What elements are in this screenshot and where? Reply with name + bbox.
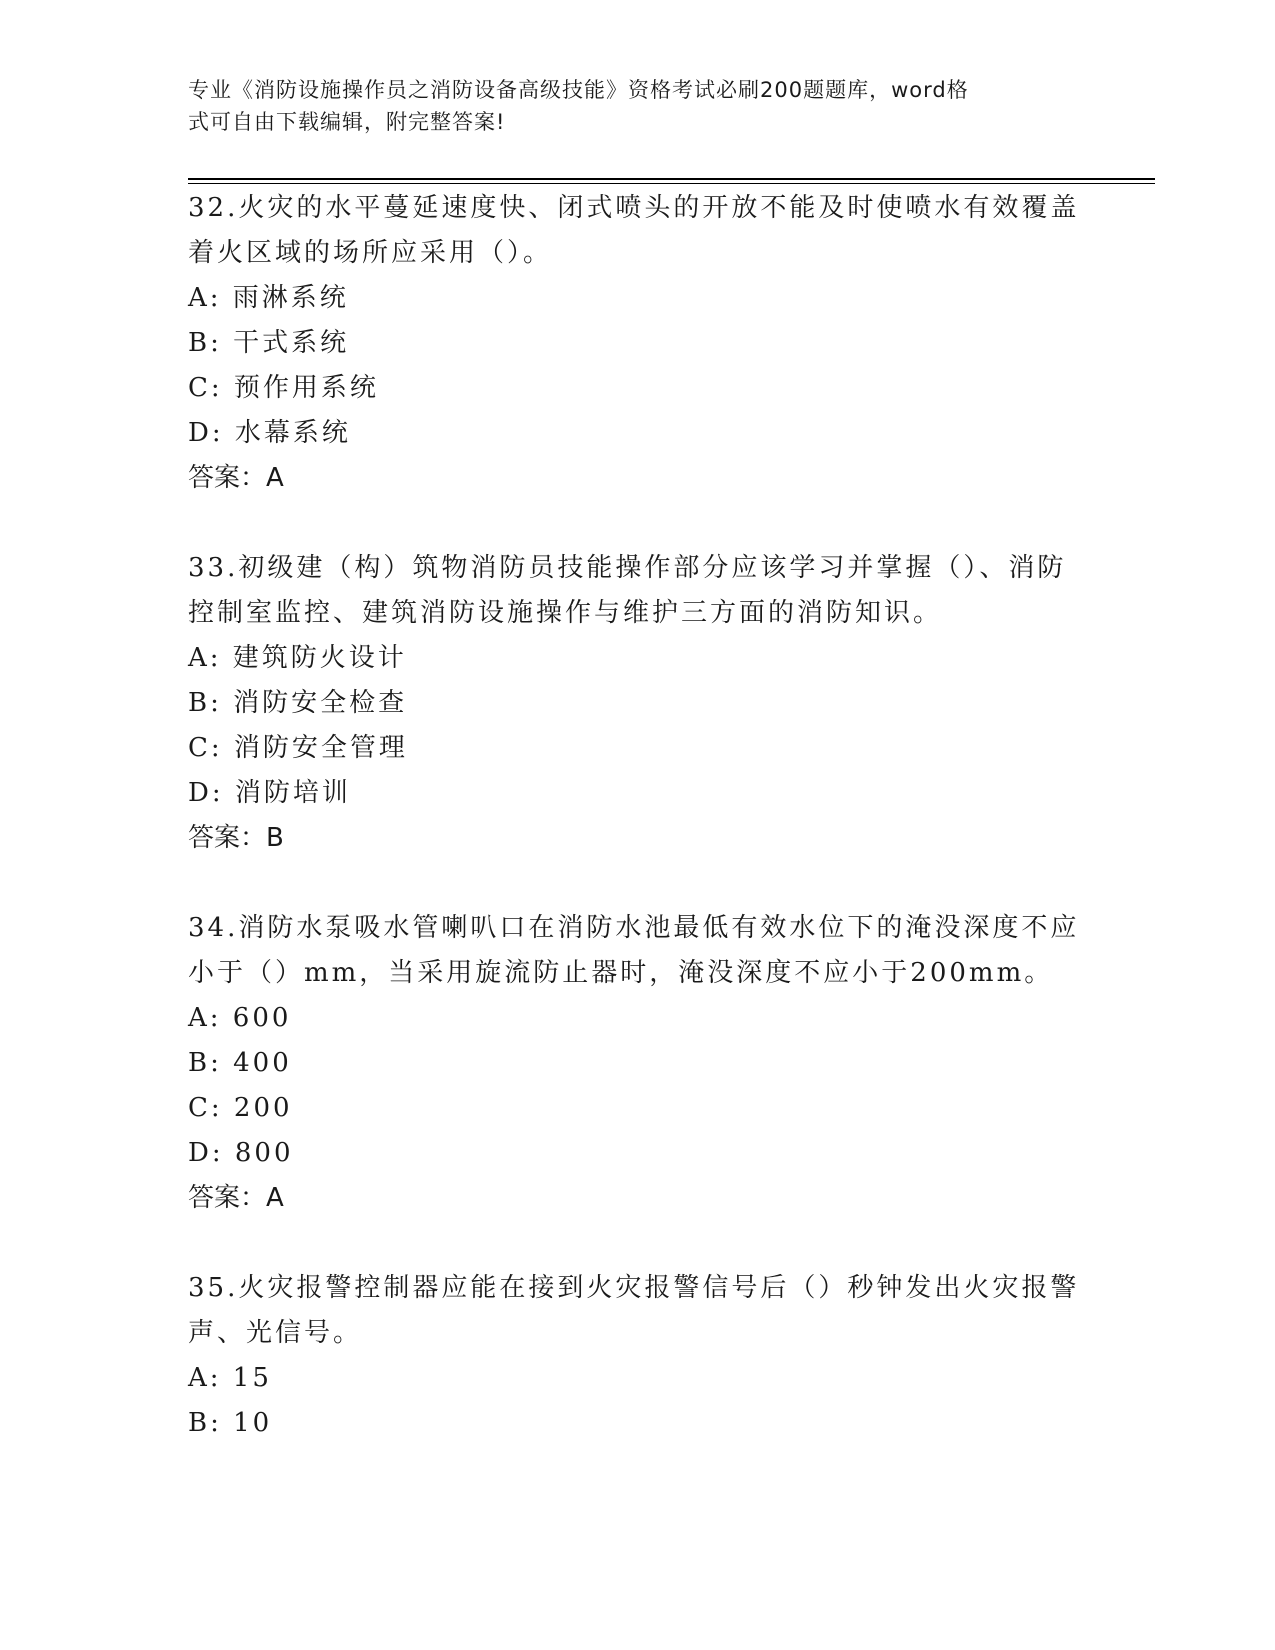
answer: 答案：B [188, 823, 284, 853]
option-d: D: 800 [188, 1138, 294, 1168]
question-text-line: 34.消防水泵吸水管喇叭口在消防水池最低有效水位下的淹没深度不应 [188, 913, 1080, 943]
option-a: A: 15 [188, 1363, 272, 1393]
question-text-line: 小于（）mm，当采用旋流防止器时，淹没深度不应小于200mm。 [188, 958, 1054, 988]
question-32 [188, 186, 1088, 501]
option-b: B: 消防安全检查 [188, 688, 408, 718]
question-33 [188, 546, 1088, 861]
option-a: A: 建筑防火设计 [188, 643, 407, 673]
question-text-line: 着火区域的场所应采用（）。 [188, 238, 553, 268]
header-line-2: 式可自由下载编辑，附完整答案! [188, 110, 506, 134]
question-34 [188, 906, 1088, 1221]
option-c: C: 预作用系统 [188, 373, 379, 403]
option-a: A: 600 [188, 1003, 292, 1033]
option-b: B: 400 [188, 1048, 292, 1078]
question-text-line: 32.火灾的水平蔓延速度快、闭式喷头的开放不能及时使喷水有效覆盖 [188, 193, 1080, 223]
question-text-line: 33.初级建（构）筑物消防员技能操作部分应该学习并掌握（）、消防 [188, 553, 1067, 583]
option-c: C: 200 [188, 1093, 293, 1123]
answer: 答案：A [188, 1183, 284, 1213]
header-rule-thin [188, 183, 1155, 184]
question-text-line: 声、光信号。 [188, 1318, 363, 1348]
header-rule-thick [188, 178, 1155, 180]
document-header [188, 74, 1068, 138]
option-b: B: 干式系统 [188, 328, 350, 358]
question-list [188, 186, 1088, 1491]
question-35 [188, 1266, 1088, 1446]
option-c: C: 消防安全管理 [188, 733, 408, 763]
option-b: B: 10 [188, 1408, 273, 1438]
header-line-1: 专业《消防设施操作员之消防设备高级技能》资格考试必刷200题题库，word格 [188, 78, 969, 102]
option-d: D: 消防培训 [188, 778, 351, 808]
question-text-line: 控制室监控、建筑消防设施操作与维护三方面的消防知识。 [188, 598, 943, 628]
option-a: A: 雨淋系统 [188, 283, 349, 313]
option-d: D: 水幕系统 [188, 418, 351, 448]
question-text-line: 35.火灾报警控制器应能在接到火灾报警信号后（）秒钟发出火灾报警 [188, 1273, 1080, 1303]
answer: 答案：A [188, 463, 284, 493]
